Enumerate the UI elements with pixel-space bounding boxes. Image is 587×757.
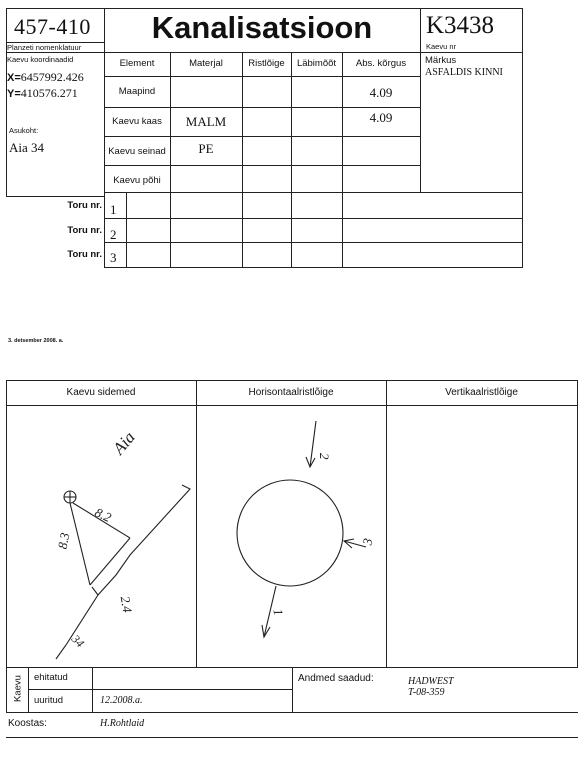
date-note: 3. detsember 2008. a. [8, 338, 64, 344]
row-element: Maapind [118, 86, 156, 97]
handwritten-2-4: 2.4 [117, 595, 136, 614]
pipe-number: 2 [110, 227, 117, 242]
col-cross-section: Ristlõige [248, 58, 285, 69]
col-vertical-section: Vertikaalristlõige [445, 387, 518, 398]
remarks-label: Märkus [425, 55, 457, 66]
location-value: Aia 34 [9, 140, 45, 155]
col-element: Element [119, 58, 155, 69]
built-label: ehitatud [34, 672, 68, 683]
handwritten-8-3: 8.3 [54, 531, 73, 551]
pipe-label: Toru nr. [67, 225, 102, 236]
plan-number: 457-410 [14, 14, 91, 39]
document-title: Kanalisatsioon [151, 10, 373, 45]
surveyed-value: 12.2008.a. [100, 695, 143, 706]
surveyed-label: uuritud [34, 695, 64, 706]
x-coordinate [7, 70, 84, 85]
well-id: K3438 [426, 12, 495, 39]
row-elevation: 4.09 [369, 110, 393, 125]
location-label: Asukoht: [9, 126, 39, 135]
pipe-number: 3 [110, 250, 117, 265]
horizontal-section-sketch [196, 405, 386, 667]
col-connections: Kaevu sidemed [66, 387, 136, 398]
pipe-label: Toru nr. [67, 249, 102, 260]
row-material: MALM [185, 114, 227, 129]
coords-label: Kaevu koordinaadid [7, 55, 74, 64]
data-from-value: HADWEST [408, 676, 454, 687]
y-coordinate [7, 86, 78, 101]
row-element: Kaevu kaas [112, 116, 162, 127]
connections-sketch [6, 405, 196, 667]
row-elevation: 4.09 [369, 85, 393, 100]
col-material: Materjal [189, 58, 223, 69]
well-id-label: Kaevu nr [426, 42, 457, 51]
row-element: Kaevu põhi [113, 175, 161, 186]
handwritten-2: 2 [317, 453, 332, 460]
pipe-number: 1 [110, 202, 117, 217]
kaevu-label: Kaevu [12, 675, 24, 702]
col-horizontal-section: Horisontaalristlõige [248, 387, 334, 398]
handwritten-1: 1 [270, 607, 287, 617]
col-elevation: Abs. kõrgus [355, 58, 407, 69]
row-material: PE [198, 141, 214, 156]
y-value: 410576.271 [20, 86, 78, 100]
data-from-label: Andmed saadud: [298, 673, 374, 684]
remarks-value: ASFALDIS KINNI [425, 67, 503, 78]
row-element: Kaevu seinad [108, 146, 166, 157]
col-diameter: Läbimõõt [296, 58, 337, 69]
y-label: Y= [7, 88, 21, 100]
handwritten-8-2: 8.2 [92, 504, 114, 526]
pipe-label: Toru nr. [67, 200, 102, 211]
plan-number-label: Planzeti nomenklatuur [7, 43, 82, 52]
author-label: Koostas: [8, 718, 47, 729]
author-value: H.Rohtlaid [100, 718, 145, 729]
handwritten-3: 3 [359, 537, 376, 547]
x-value: 6457992.426 [20, 70, 84, 84]
handwritten-street: Aia [109, 427, 139, 459]
handwritten-34: 34 [68, 631, 88, 651]
x-label: X= [7, 72, 21, 84]
data-from-code: T-08-359 [408, 687, 445, 698]
